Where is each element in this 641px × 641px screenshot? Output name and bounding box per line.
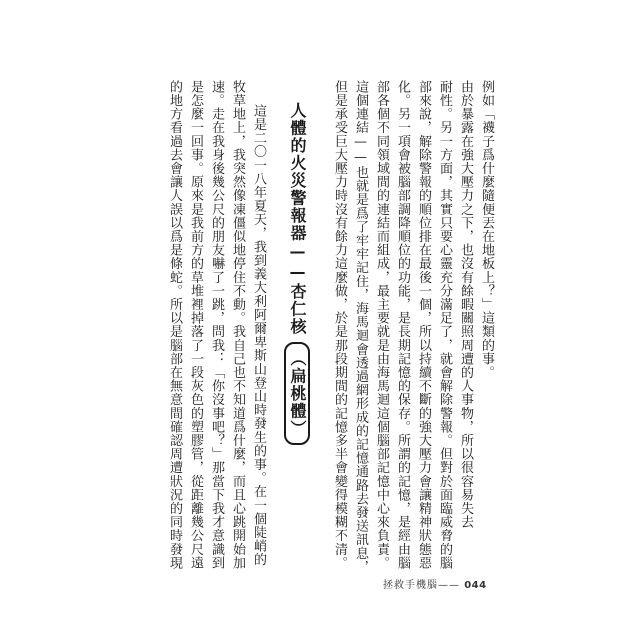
text-column-3: 耐性。另一方面，其實只要心靈充分滿足了，就會解除警報。但對於面臨威脅的腦 bbox=[437, 80, 452, 570]
page-number: 044 bbox=[464, 580, 487, 591]
text-column-7: 這個連結——也就是爲了牢牢記住，海馬迴會透過網形成的記憶通路去發送訊息， bbox=[353, 80, 368, 574]
text-column-4: 部來說，解除警報的順位排在最後一個，所以持續不斷的強大壓力會讓精神狀態惡 bbox=[416, 80, 431, 570]
running-title: 拯救手機腦 bbox=[383, 580, 438, 591]
text-column-6: 部各個不同領域間的連結而組成，最主要就是由海馬迴這個腦部記憶中心來負責。 bbox=[374, 80, 389, 570]
body-column-3: 速。走在我身後幾公尺的朋友嚇了一跳，問我：「你沒事吧？」那當下我才意識到 bbox=[209, 80, 224, 570]
body-column-2: 牧草地上，我突然像凍僵似地停住不動。我自己也不知道爲什麼，而且心跳開始加 bbox=[230, 80, 245, 570]
body-column-1: 這是二〇一八年夏天，我到義大利阿爾卑斯山登山時發生的事。在一個陡峭的 bbox=[251, 104, 266, 567]
section-heading-paren: （扁桃體） bbox=[284, 342, 310, 446]
text-column-5: 化。另一項會被腦部調降順位的功能，是長期記憶的保存。所謂的記憶，是經由腦 bbox=[395, 80, 410, 570]
body-column-4: 是怎麼一回事。原來是我前方的草堆裡掉落了一段灰色的塑膠管，從距離幾公尺遠 bbox=[188, 80, 203, 570]
section-heading-main: 人體的火災警報器——杏仁核 bbox=[288, 102, 307, 336]
text-column-8: 但是承受巨大壓力時沒有餘力這麼做，於是那段期間的記憶多半會變得模糊不清。 bbox=[332, 80, 347, 570]
page-footer bbox=[383, 576, 487, 591]
footer-dash: —— bbox=[438, 580, 460, 591]
text-column-2: 由於暴露在強大壓力之下，也沒有餘暇關照周遭的人事物，所以很容易失去 bbox=[458, 80, 473, 529]
section-heading bbox=[284, 102, 310, 445]
body-column-5: 的地方看過去會讓人誤以爲是條蛇。所以是腦部在無意間確認周遭狀況的同時發現 bbox=[167, 80, 182, 570]
text-column-1: 例如「襪子爲什麼隨便丟在地板上？」這類的事。 bbox=[479, 80, 494, 380]
